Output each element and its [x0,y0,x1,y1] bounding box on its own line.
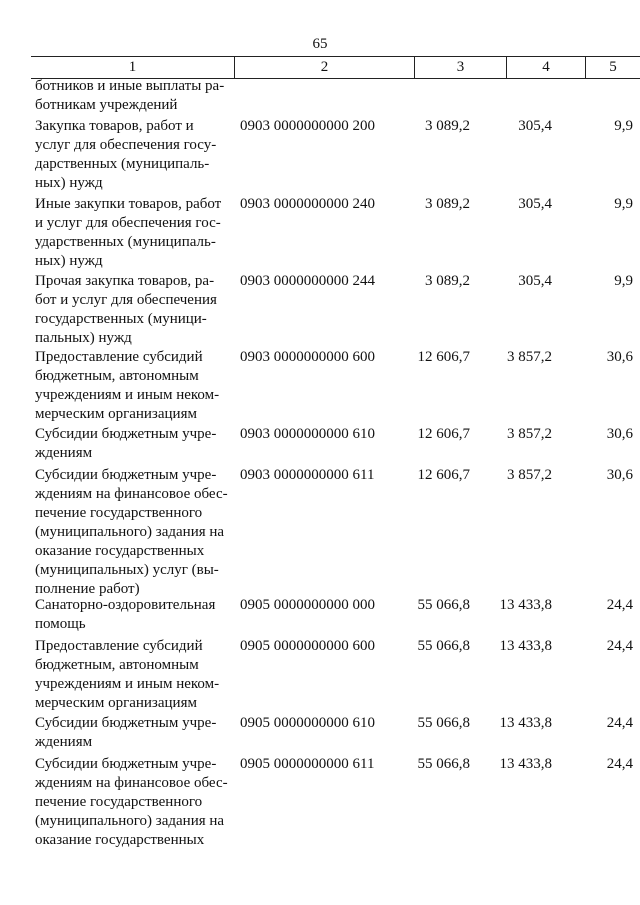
page-number: 65 [312,36,328,52]
row-name-line: и услуг для обеспечения гос- [35,215,221,231]
row-name-line: ждениям [35,445,93,461]
row-name [35,637,235,713]
row-code: 0905 0000000000 600 [240,638,375,654]
row-name-line: Предоставление субсидий [35,349,203,365]
header-col-2: 2 [235,57,415,78]
row-name-line: оказание государственных [35,543,205,559]
header-col-1: 1 [31,57,235,78]
row-value-5: 9,9 [614,196,633,212]
row-value-5: 30,6 [606,467,633,483]
row-name-line: бюджетным, автономным [35,657,199,673]
row-value-3: 3 089,2 [425,196,470,212]
row-name-line: ударственных (муниципаль- [35,234,216,250]
row-value-3: 3 089,2 [425,273,470,289]
row-name-line: Субсидии бюджетным учре- [35,715,217,731]
row-value-4: 3 857,2 [507,349,552,365]
row-name-line: бот и услуг для обеспечения [35,292,217,308]
row-name-line: Субсидии бюджетным учре- [35,426,217,442]
row-code: 0903 0000000000 600 [240,349,375,365]
row-name [35,348,235,424]
row-code: 0903 0000000000 240 [240,196,375,212]
row-value-4: 305,4 [518,118,552,134]
row-value-3: 12 606,7 [417,426,470,442]
row-name-line: ных) нужд [35,253,103,269]
row-value-3: 3 089,2 [425,118,470,134]
row-name [35,425,235,463]
row-name-line: учреждениям и иным неком- [35,676,220,692]
row-name [35,596,235,634]
header-col-3: 3 [415,57,507,78]
header-col-4: 4 [507,57,586,78]
row-name-line: Закупка товаров, работ и [35,118,194,134]
row-value-4: 305,4 [518,273,552,289]
row-name-line: мерческим организациям [35,406,197,422]
row-value-3: 55 066,8 [417,756,470,772]
row-value-5: 9,9 [614,118,633,134]
row-name-line: (муниципального) задания на [35,813,225,829]
row-code: 0903 0000000000 200 [240,118,375,134]
row-name-line: учреждениям и иным неком- [35,387,220,403]
row-name-line: (муниципального) задания на [35,524,225,540]
row-value-5: 9,9 [614,273,633,289]
row-code: 0905 0000000000 610 [240,715,375,731]
row-value-4: 13 433,8 [499,597,552,613]
row-value-3: 55 066,8 [417,715,470,731]
row-name-line: ждениям на финансовое обес- [35,486,228,502]
row-name-line: услуг для обеспечения госу- [35,137,217,153]
row-name-line: полнение работ) [35,581,140,597]
row-name-line: Санаторно-оздоровительная [35,597,216,613]
row-value-4: 305,4 [518,196,552,212]
row-name-line: Субсидии бюджетным учре- [35,467,217,483]
row-name-line: ботникам учреждений [35,97,178,113]
row-name [35,755,235,850]
row-name [35,272,235,348]
row-value-4: 3 857,2 [507,426,552,442]
row-name-line: Иные закупки товаров, работ [35,196,222,212]
row-name [35,466,235,599]
row-value-3: 55 066,8 [417,638,470,654]
row-value-4: 3 857,2 [507,467,552,483]
row-name [35,714,235,752]
row-name [35,195,235,271]
row-code: 0903 0000000000 610 [240,426,375,442]
row-name-line: печение государственного [35,505,203,521]
row-name-line: мерческим организациям [35,695,197,711]
row-name-line: оказание государственных [35,832,205,848]
row-value-5: 30,6 [606,349,633,365]
row-name-line: Прочая закупка товаров, ра- [35,273,215,289]
row-name [35,77,235,115]
row-name-line: ных) нужд [35,175,103,191]
row-value-4: 13 433,8 [499,715,552,731]
row-value-5: 24,4 [606,597,633,613]
row-value-3: 12 606,7 [417,467,470,483]
row-value-4: 13 433,8 [499,756,552,772]
row-code: 0905 0000000000 000 [240,597,375,613]
row-value-5: 24,4 [606,715,633,731]
header-col-5: 5 [609,59,617,75]
row-value-3: 55 066,8 [417,597,470,613]
row-name-line: бюджетным, автономным [35,368,199,384]
table-header [31,56,640,79]
row-value-3: 12 606,7 [417,349,470,365]
row-name-line: государственных (муници- [35,311,207,327]
row-name-line: ждениям на финансовое обес- [35,775,228,791]
row-name-line: (муниципальных) услуг (вы- [35,562,219,578]
row-value-5: 24,4 [606,638,633,654]
row-value-5: 24,4 [606,756,633,772]
row-code: 0903 0000000000 244 [240,273,375,289]
row-name-line: Субсидии бюджетным учре- [35,756,217,772]
row-name-line: Предоставление субсидий [35,638,203,654]
row-value-5: 30,6 [606,426,633,442]
row-code: 0905 0000000000 611 [240,756,375,772]
row-name-line: дарственных (муниципаль- [35,156,210,172]
row-code: 0903 0000000000 611 [240,467,375,483]
row-name-line: пальных) нужд [35,330,132,346]
row-name [35,117,235,193]
row-value-4: 13 433,8 [499,638,552,654]
row-name-line: помощь [35,616,86,632]
row-name-line: ботников и иные выплаты ра- [35,78,225,94]
row-name-line: ждениям [35,734,93,750]
row-name-line: печение государственного [35,794,203,810]
